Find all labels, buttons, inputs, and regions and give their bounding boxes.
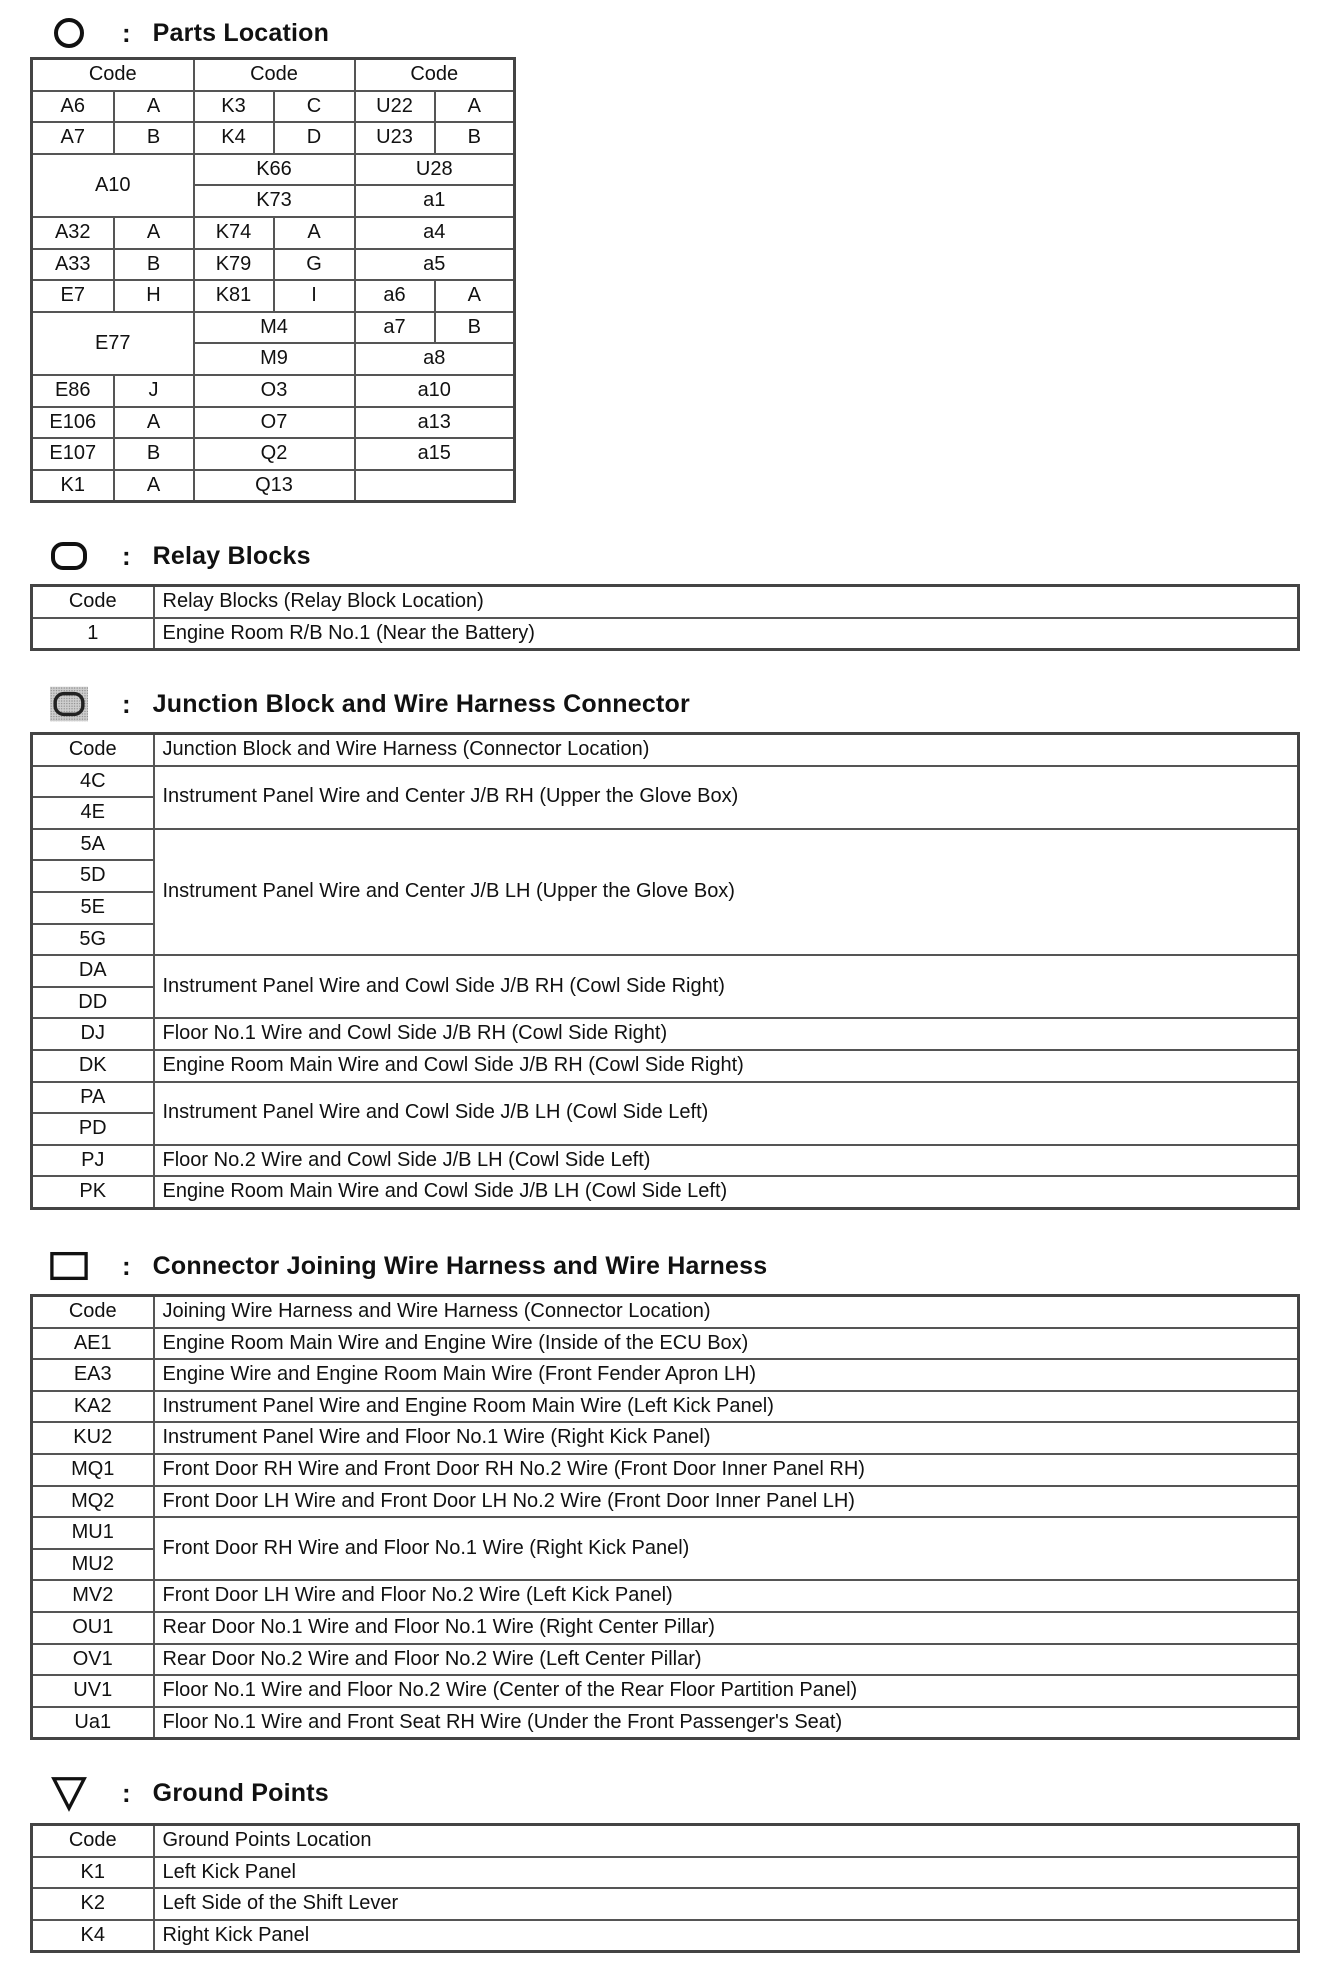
code-cell: E77 [32,312,194,375]
table-row [32,829,1299,861]
code-header: Code [32,1296,154,1328]
connector-joining-heading [50,1245,767,1287]
location-cell: Instrument Panel Wire and Cowl Side J/B RH (Cowl Side Right) [154,955,1299,1018]
code-cell: PA [32,1082,154,1114]
code-cell: O7 [194,407,355,439]
location-cell: Rear Door No.2 Wire and Floor No.2 Wire (Left Center Pillar) [154,1644,1299,1676]
code-cell: A32 [32,217,114,249]
letter-cell: A [114,91,194,123]
location-cell: Floor No.1 Wire and Floor No.2 Wire (Center of the Rear Floor Partition Panel) [154,1675,1299,1707]
code-cell: K1 [32,1857,154,1889]
location-cell: Right Kick Panel [154,1920,1299,1952]
table-row [32,1359,1299,1391]
code-cell: K1 [32,470,114,502]
code-cell: EA3 [32,1359,154,1391]
table-row [32,438,515,470]
code-cell: MU1 [32,1517,154,1549]
table-row [32,1486,1299,1518]
colon: : [122,17,131,48]
section-title: Ground Points [152,1778,329,1807]
table-row [32,766,1299,798]
letter-cell: B [114,122,194,154]
code-header: Code [32,1825,154,1857]
location-cell: Engine Room Main Wire and Engine Wire (Inside of the ECU Box) [154,1328,1299,1360]
code-cell: U28 [355,154,515,186]
code-cell: Ua1 [32,1707,154,1739]
letter-cell: A [274,217,355,249]
code-cell: a8 [355,343,515,375]
letter-cell: A [435,280,515,312]
code-cell: 5A [32,829,154,861]
location-cell: Front Door LH Wire and Front Door LH No.2 Wire (Front Door Inner Panel LH) [154,1486,1299,1518]
table-row [32,618,1299,650]
code-cell: DJ [32,1018,154,1050]
code-cell: K79 [194,249,274,281]
junction-block-heading [50,683,690,725]
code-cell: 5D [32,860,154,892]
table-row [32,1675,1299,1707]
letter-cell: A [114,470,194,502]
code-cell: OU1 [32,1612,154,1644]
colon: : [122,1250,131,1281]
code-cell: E86 [32,375,114,407]
circle-icon [50,14,88,52]
table-row [32,1145,1299,1177]
letter-cell: I [274,280,355,312]
code-cell: KU2 [32,1422,154,1454]
code-cell: K3 [194,91,274,123]
letter-cell: H [114,280,194,312]
table-row [32,280,515,312]
letter-cell: B [435,122,515,154]
code-cell: a7 [355,312,435,344]
code-cell: E106 [32,407,114,439]
code-cell: K81 [194,280,274,312]
rounded-rect-icon [50,537,88,575]
location-cell: Instrument Panel Wire and Center J/B RH (Upper the Glove Box) [154,766,1299,829]
location-header: Joining Wire Harness and Wire Harness (Connector Location) [154,1296,1299,1328]
location-cell: Left Kick Panel [154,1857,1299,1889]
code-cell: E7 [32,280,114,312]
code-header: Code [355,59,515,91]
location-cell: Floor No.2 Wire and Cowl Side J/B LH (Cowl Side Left) [154,1145,1299,1177]
relay-blocks-heading [50,535,311,577]
table-row [32,91,515,123]
letter-cell: C [274,91,355,123]
letter-cell: A [435,91,515,123]
table-row [32,154,515,186]
code-cell: a5 [355,249,515,281]
code-cell: 4C [32,766,154,798]
code-cell: A7 [32,122,114,154]
code-cell: K4 [194,122,274,154]
code-cell: UV1 [32,1675,154,1707]
letter-cell: A [114,407,194,439]
table-row [32,1018,1299,1050]
colon: : [122,1777,131,1808]
location-cell: Front Door RH Wire and Floor No.1 Wire (Right Kick Panel) [154,1517,1299,1580]
code-cell: 5G [32,924,154,956]
location-cell: Floor No.1 Wire and Cowl Side J/B RH (Cowl Side Right) [154,1018,1299,1050]
code-cell: A10 [32,154,194,217]
parts-location-heading [50,12,329,54]
junction-block-table [30,732,1300,1210]
table-row [32,1391,1299,1423]
table-row [32,1082,1299,1114]
code-cell: M4 [194,312,355,344]
section-title: Parts Location [152,18,330,47]
code-cell: MQ1 [32,1454,154,1486]
table-row [32,1857,1299,1889]
code-cell: DA [32,955,154,987]
code-header: Code [32,59,194,91]
code-cell: K73 [194,185,355,217]
code-cell: K66 [194,154,355,186]
table-row [32,249,515,281]
table-row [32,122,515,154]
connector-joining-table [30,1294,1300,1740]
table-row [32,955,1299,987]
location-cell: Engine Room Main Wire and Cowl Side J/B RH (Cowl Side Right) [154,1050,1299,1082]
code-cell: A6 [32,91,114,123]
code-cell: M9 [194,343,355,375]
code-cell: Q13 [194,470,355,502]
letter-cell: J [114,375,194,407]
code-cell: PK [32,1176,154,1208]
location-cell: Engine Wire and Engine Room Main Wire (Front Fender Apron LH) [154,1359,1299,1391]
code-cell: a15 [355,438,515,470]
colon: : [122,540,131,571]
square-icon [50,1247,88,1285]
code-cell: AE1 [32,1328,154,1360]
code-cell: 4E [32,797,154,829]
code-cell: DD [32,987,154,1019]
table-row [32,1422,1299,1454]
code-cell: Q2 [194,438,355,470]
location-header: Ground Points Location [154,1825,1299,1857]
code-cell: MQ2 [32,1486,154,1518]
code-cell: E107 [32,438,114,470]
empty-cell [355,470,515,502]
code-header: Code [194,59,355,91]
location-cell: Rear Door No.1 Wire and Floor No.1 Wire (Right Center Pillar) [154,1612,1299,1644]
table-row [32,1580,1299,1612]
letter-cell: B [435,312,515,344]
table-row [32,312,515,344]
table-row [32,1612,1299,1644]
code-header: Code [32,586,154,618]
code-cell: MV2 [32,1580,154,1612]
letter-cell: B [114,249,194,281]
code-cell: a4 [355,217,515,249]
table-row [32,1920,1299,1952]
location-cell: Instrument Panel Wire and Cowl Side J/B LH (Cowl Side Left) [154,1082,1299,1145]
colon: : [122,688,131,719]
code-cell: U23 [355,122,435,154]
table-row [32,1517,1299,1549]
code-cell: 1 [32,618,154,650]
table-row [32,1328,1299,1360]
code-cell: MU2 [32,1549,154,1581]
letter-cell: B [114,438,194,470]
table-row [32,1888,1299,1920]
code-cell: PJ [32,1145,154,1177]
code-cell: K2 [32,1888,154,1920]
table-row [32,1176,1299,1208]
code-cell: A33 [32,249,114,281]
table-row [32,1644,1299,1676]
location-cell: Front Door RH Wire and Front Door RH No.2 Wire (Front Door Inner Panel RH) [154,1454,1299,1486]
table-row [32,1707,1299,1739]
code-cell: K74 [194,217,274,249]
code-cell: U22 [355,91,435,123]
section-title: Connector Joining Wire Harness and Wire Harness [152,1251,768,1280]
table-row [32,1454,1299,1486]
relay-blocks-table [30,584,1300,651]
section-title: Relay Blocks [152,541,311,570]
location-cell: Engine Room Main Wire and Cowl Side J/B LH (Cowl Side Left) [154,1176,1299,1208]
code-cell: a6 [355,280,435,312]
table-row [32,1050,1299,1082]
code-header: Code [32,734,154,766]
code-cell: OV1 [32,1644,154,1676]
location-cell: Front Door LH Wire and Floor No.2 Wire (Left Kick Panel) [154,1580,1299,1612]
section-title: Junction Block and Wire Harness Connector [152,689,690,718]
location-cell: Floor No.1 Wire and Front Seat RH Wire (Under the Front Passenger's Seat) [154,1707,1299,1739]
code-cell: O3 [194,375,355,407]
location-cell: Engine Room R/B No.1 (Near the Battery) [154,618,1299,650]
table-row [32,407,515,439]
letter-cell: G [274,249,355,281]
code-cell: PD [32,1113,154,1145]
ground-points-table [30,1823,1300,1953]
letter-cell: A [114,217,194,249]
location-cell: Instrument Panel Wire and Center J/B LH (Upper the Glove Box) [154,829,1299,955]
location-header: Junction Block and Wire Harness (Connector Location) [154,734,1299,766]
code-cell: 5E [32,892,154,924]
ground-points-heading [50,1772,329,1814]
triangle-down-icon [50,1774,88,1812]
table-row [32,217,515,249]
letter-cell: D [274,122,355,154]
table-row [32,375,515,407]
code-cell: KA2 [32,1391,154,1423]
code-cell: K4 [32,1920,154,1952]
code-cell: DK [32,1050,154,1082]
table-row [32,470,515,502]
location-cell: Left Side of the Shift Lever [154,1888,1299,1920]
code-cell: a1 [355,185,515,217]
code-cell: a10 [355,375,515,407]
location-cell: Instrument Panel Wire and Engine Room Main Wire (Left Kick Panel) [154,1391,1299,1423]
location-cell: Instrument Panel Wire and Floor No.1 Wire (Right Kick Panel) [154,1422,1299,1454]
location-header: Relay Blocks (Relay Block Location) [154,586,1299,618]
parts-location-table [30,57,516,503]
shaded-rounded-rect-icon [50,685,88,723]
code-cell: a13 [355,407,515,439]
